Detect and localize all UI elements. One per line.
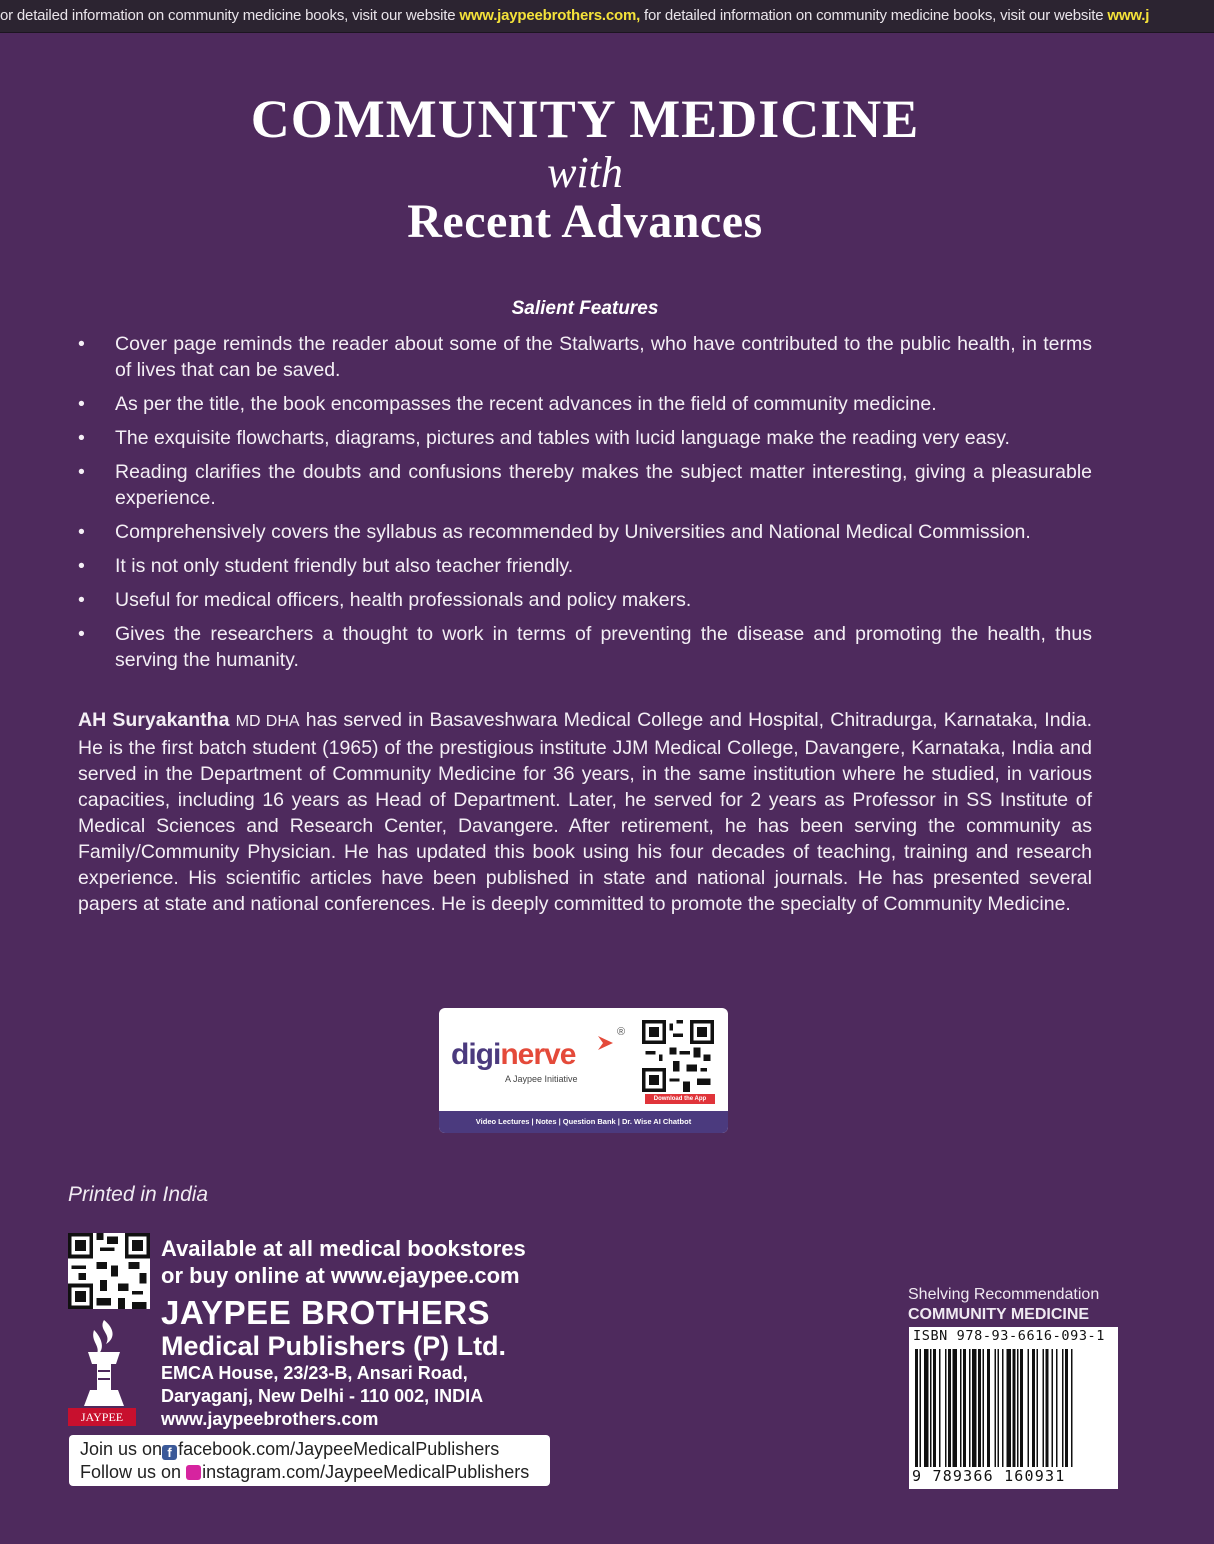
features-list bbox=[78, 331, 1092, 681]
bullet-icon: • bbox=[78, 461, 85, 483]
author-bio-text: has served in Basaveshwara Medical College and Hospital, Chitradurga, Karnataka, India. He is the first batch student (1965) of the prestigious institute JJM Medical College, Davangere, Karnataka, India and served in the Department of Community Medicine for 36 years, in the same institution where he studied, in various capacities, including 16 years as Head of Department. Later, he served for 2 years as Professor in SS Institute of Medical Sciences and Research Center, Davangere. After retirement, he has been serving the community as Family/Community Physician. He has updated this book using his four decades of teaching, training and research experience. His scientific articles have been published in state and national journals. He has presented several papers at state and national conferences. He is deeply committed to promote the specialty of Community Medicine. bbox=[78, 709, 1093, 915]
instagram-link[interactable]: instagram.com/JaypeeMedicalPublishers bbox=[202, 1462, 530, 1482]
author-name: AH Suryakantha bbox=[78, 709, 230, 731]
registered-mark: ® bbox=[617, 1026, 626, 1038]
bullet-icon: • bbox=[78, 623, 85, 645]
title-line-2: with bbox=[547, 148, 623, 197]
salient-features-heading: Salient Features bbox=[511, 298, 659, 319]
feature-item: • Reading clarifies the doubts and confusions thereby makes the subject matter interesting, giving a pleasurable experience. bbox=[78, 461, 1092, 509]
barcode-bars-icon bbox=[915, 1349, 1112, 1467]
diginerve-qr-icon[interactable] bbox=[642, 1020, 714, 1092]
facebook-row[interactable]: Join us on f facebook.com/JaypeeMedicalPublishers bbox=[80, 1439, 500, 1460]
publisher-name: JAYPEE BROTHERS bbox=[161, 1294, 491, 1331]
publisher-address: EMCA House, 23/23-B, Ansari Road, Daryaganj, New Delhi - 110 002, INDIA www.jaypeebrothers.com bbox=[161, 1363, 484, 1429]
shelving-category: COMMUNITY MEDICINE bbox=[908, 1306, 1090, 1323]
bullet-icon: • bbox=[78, 333, 85, 355]
jaypee-logo-label: JAYPEE bbox=[68, 1408, 136, 1426]
banner-link[interactable]: www.jaypeebrothers.com, bbox=[459, 7, 641, 24]
diginerve-footer: Video Lectures | Notes | Question Bank | Dr. Wise AI Chatbot bbox=[439, 1111, 728, 1133]
isbn-text: ISBN 978-93-6616-093-1 bbox=[913, 1328, 1106, 1344]
feature-item: • It is not only student friendly but also teacher friendly. bbox=[78, 555, 574, 577]
banner-text: or detailed information on community medicine books, visit our website bbox=[0, 7, 460, 24]
feature-item: • Cover page reminds the reader about some of the Stalwarts, who have contributed to the public health, in terms of lives that can be saved. bbox=[78, 333, 1092, 381]
feature-item: • Useful for medical officers, health professionals and policy makers. bbox=[78, 589, 692, 611]
printed-in: Printed in India bbox=[68, 1183, 209, 1206]
download-app-button[interactable]: Download the App bbox=[645, 1094, 715, 1104]
feature-item: • As per the title, the book encompasses the recent advances in the field of community medicine. bbox=[78, 393, 937, 415]
diginerve-card[interactable] bbox=[439, 1008, 728, 1133]
top-banner bbox=[0, 0, 1214, 33]
publisher-website-link[interactable]: www.jaypeebrothers.com bbox=[161, 1409, 379, 1429]
isbn-barcode bbox=[909, 1327, 1118, 1489]
instagram-row[interactable]: Follow us on instagram.com/JaypeeMedicalPublishers bbox=[80, 1462, 530, 1482]
facebook-icon: f bbox=[162, 1445, 177, 1460]
bullet-icon: • bbox=[78, 555, 85, 577]
title-line-3: Recent Advances bbox=[407, 195, 763, 248]
title-line-1: COMMUNITY MEDICINE bbox=[250, 89, 920, 149]
bullet-icon: • bbox=[78, 393, 85, 415]
facebook-link[interactable]: facebook.com/JaypeeMedicalPublishers bbox=[178, 1439, 500, 1459]
banner-link-repeat[interactable]: www.j bbox=[1107, 7, 1150, 24]
banner-text-repeat: for detailed information on community medicine books, visit our website bbox=[640, 7, 1108, 24]
book-title bbox=[0, 88, 1170, 248]
author-bio bbox=[78, 707, 1092, 917]
diginerve-logo: diginerve bbox=[451, 1038, 576, 1071]
publisher-subname: Medical Publishers (P) Ltd. bbox=[161, 1331, 507, 1361]
bullet-icon: • bbox=[78, 589, 85, 611]
barcode-digits: 9 789366 160931 bbox=[912, 1467, 1066, 1485]
author-qualifications: MD DHA bbox=[235, 713, 300, 730]
shelving-recommendation: Shelving Recommendation COMMUNITY MEDICINE bbox=[908, 1286, 1100, 1323]
feature-item: • The exquisite flowcharts, diagrams, pictures and tables with lucid language make the reading very easy. bbox=[78, 427, 1010, 449]
instagram-icon bbox=[186, 1465, 201, 1480]
availability-text: Available at all medical bookstores or buy online at www.ejaypee.com bbox=[161, 1236, 526, 1288]
bullet-icon: • bbox=[78, 427, 85, 449]
feature-item: • Comprehensively covers the syllabus as recommended by Universities and National Medical Commission. bbox=[78, 521, 1031, 543]
diginerve-arrow-icon bbox=[595, 1032, 617, 1054]
store-qr-icon[interactable] bbox=[68, 1233, 150, 1309]
ejaypee-link[interactable]: or buy online at www.ejaypee.com bbox=[161, 1263, 520, 1288]
feature-item: • Gives the researchers a thought to work in terms of preventing the disease and promoting the health, thus serving the humanity. bbox=[78, 623, 1092, 671]
diginerve-tagline: A Jaypee Initiative bbox=[505, 1074, 578, 1084]
bullet-icon: • bbox=[78, 521, 85, 543]
social-links-box bbox=[69, 1435, 550, 1486]
